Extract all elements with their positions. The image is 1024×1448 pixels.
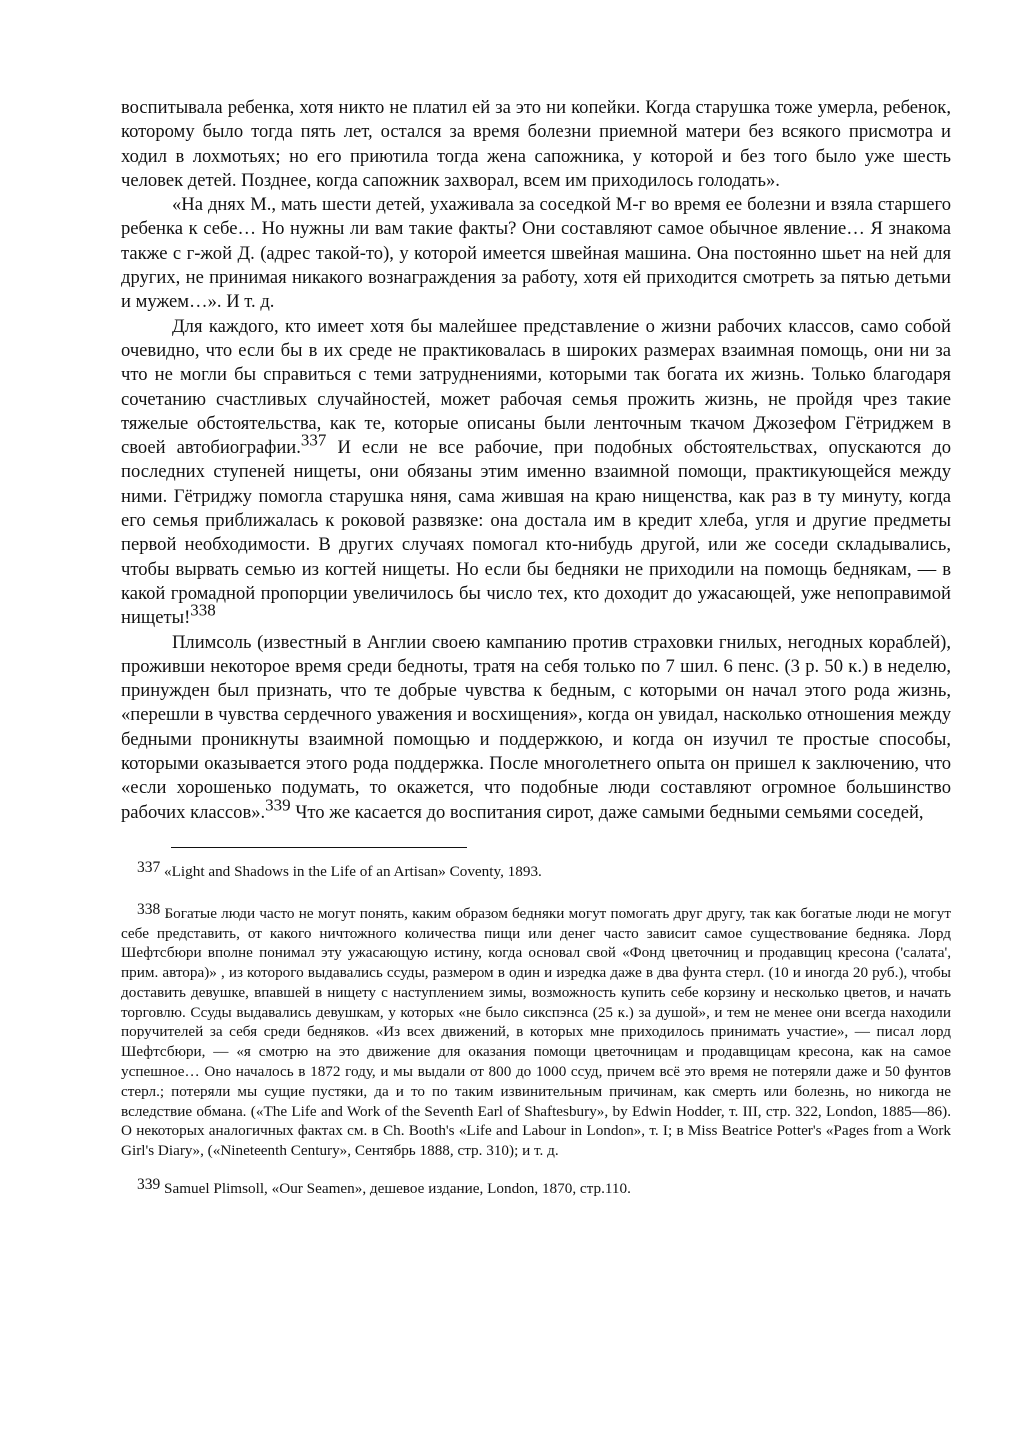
paragraph-1: воспитывала ребенка, хотя никто не платил ей за это ни копейки. Когда старушка тоже умерла, ребенок, которому было тогда пять лет, остался за время болезни приемной матери без всякого присмотра и ходил в лохмотьях; но его приютила тогда жена сапожника, у которой и без того было уже шесть человек детей. Позднее, когда сапожник захворал, всем им приходилось голодать». <box>121 97 951 191</box>
paragraph-4 <box>121 631 951 825</box>
footnote-ref-339[interactable]: 339 <box>265 794 291 814</box>
paragraph-4-text-a: Плимсоль (известный в Англии своею кампанию против страховки гнилых, негодных кораблей), проживши некоторое время среди бедноты, тратя на себя только по 7 шил. 6 пенс. (3 р. 50 к.) в неделю, принужден был признать, что те добрые чувства к бедным, с которыми он начал этого рода жизнь, «перешли в чувства сердечного уважения и восхищения», когда он увидал, насколько отношения между бедными проникнуты взаимной помощью и поддержкою, и когда он изучил те простые способы, которыми оказывается этого рода поддержка. После многолетнего опыта он пришел к заключению, что «если хорошенько подумать, то окажется, что подобные люди составляют огромное большинство рабочих классов». <box>121 631 951 823</box>
footnote-number: 338 <box>137 900 161 918</box>
footnotes <box>121 859 951 1199</box>
footnote-339 <box>121 1176 951 1199</box>
paragraph-2: «На днях М., мать шести детей, ухаживала за соседкой М-г во время ее болезни и взяла старшего ребенка к себе… Но нужны ли вам такие факты? Они составляют самое обычное явление… Я знакома также с г-жой Д. (адрес такой-то), у которой имеется швейная машина. Она постоянно шьет на ней для других, не принимая никакого вознаграждения за работу, хотя ей приходится смотреть за пятью детьми и мужем…». И т. д. <box>121 194 951 313</box>
paragraph-3-text-a: Для каждого, кто имеет хотя бы малейшее представление о жизни рабочих классов, само собой очевидно, что если бы в их среде не практиковалась в широких размерах взаимная помощь, они ни за что не могли бы справиться с теми затруднениями, которыми так богата их жизнь. Только благодаря сочетанию счастливых случайностей, может рабочая семья прожить жизнь, не пройдя чрез такие тяжелые обстоятельства, как те, которые описаны были ленточным ткачом Джозефом Гётриджем в своей автобиографии. <box>121 315 951 459</box>
footnote-text: Богатые люди часто не могут понять, каким образом бедняки могут помогать друг другу, так как богатые люди не могут себе представить, от какого ничтожного количества пищи или денег часто зависит самое существование бедняка. Лорд Шефтсбюри вполне понимал эту ужасающую истину, когда основал свой «Фонд цветочниц и продавщиц кресона ('салата', прим. автора)» , из которого выдавались ссуды, размером в один и изредка даже в два фунта стерл. (10 и иногда 20 руб.), чтобы доставить девушке, впавшей в нищету с наступлением зимы, возможность купить себе корзину и несколько цветов, и начать торговлю. Ссуды выдавались девушкам, у которых «не было сикспэнса (25 к.) за душой», и тем не менее они всегда находили поручителей за себя среди бедняков. «Из всех движений, в которых мне приходилось принимать участие», — писал лорд Шефтсбюри, — «я смотрю на это движение для оказания помощи цветочницам и продавщицам кресона, как на самое успешное… Оно началось в 1872 году, и мы выдали от 800 до 1000 ссуд, причем всё это время не потеряли даже и 50 фунтов стерл.; потеряли мы сущие пустяки, да и то по таким извинительным причинам, как смерть или болезнь, но никогда не вследствие обмана. («The Life and Work of the Seventh Earl of Shaftesbury», by Edwin Hodder, т. III, стр. 322, London, 1885—86). О некоторых аналогичных фактах см. в Ch. Booth's «Life and Labour in London», т. I; в Miss Beatrice Potter's «Pages from a Work Girl's Diary», («Nineteenth Century», Сентябрь 1888, стр. 310); и т. д. <box>121 904 951 1160</box>
paragraph-3 <box>121 315 951 631</box>
footnote-337 <box>121 859 951 882</box>
footnote-number: 339 <box>137 1176 161 1194</box>
footnote-ref-338[interactable]: 338 <box>190 600 216 620</box>
footnote-text: «Light and Shadows in the Life of an Artisan» Coventy, 1893. <box>160 862 542 880</box>
footnote-divider <box>171 847 467 848</box>
footnote-ref-337[interactable]: 337 <box>300 430 327 450</box>
paragraph-4-text-b: Что же касается до воспитания сирот, даже самыми бедными семьями соседей, <box>290 801 924 823</box>
document-page <box>121 96 951 1199</box>
footnote-text: Samuel Plimsoll, «Our Seamen», дешевое издание, London, 1870, стр.110. <box>160 1180 631 1198</box>
paragraph-3-text-b: И если не все рабочие, при подобных обстоятельствах, опускаются до последних ступеней нищеты, они обязаны этим именно взаимной помощи, практикующейся между ними. Гётриджу помогла старушка няня, сама жившая на краю нищенства, как раз в ту минуту, когда его семья приближалась к роковой развязке: она достала им в кредит хлеба, угля и другие предметы первой необходимости. В других случаях помогал кто-нибудь другой, или же соседи складывались, чтобы вырвать семью из когтей нищеты. Но если бы бедняки не приходили на помощь беднякам, — в какой громадной пропорции увеличилось бы число тех, кто доходит до ужасающей, уже непоправимой нищеты! <box>121 437 951 629</box>
main-text <box>121 96 951 825</box>
footnote-number: 337 <box>137 859 161 877</box>
footnote-338 <box>121 900 951 1161</box>
